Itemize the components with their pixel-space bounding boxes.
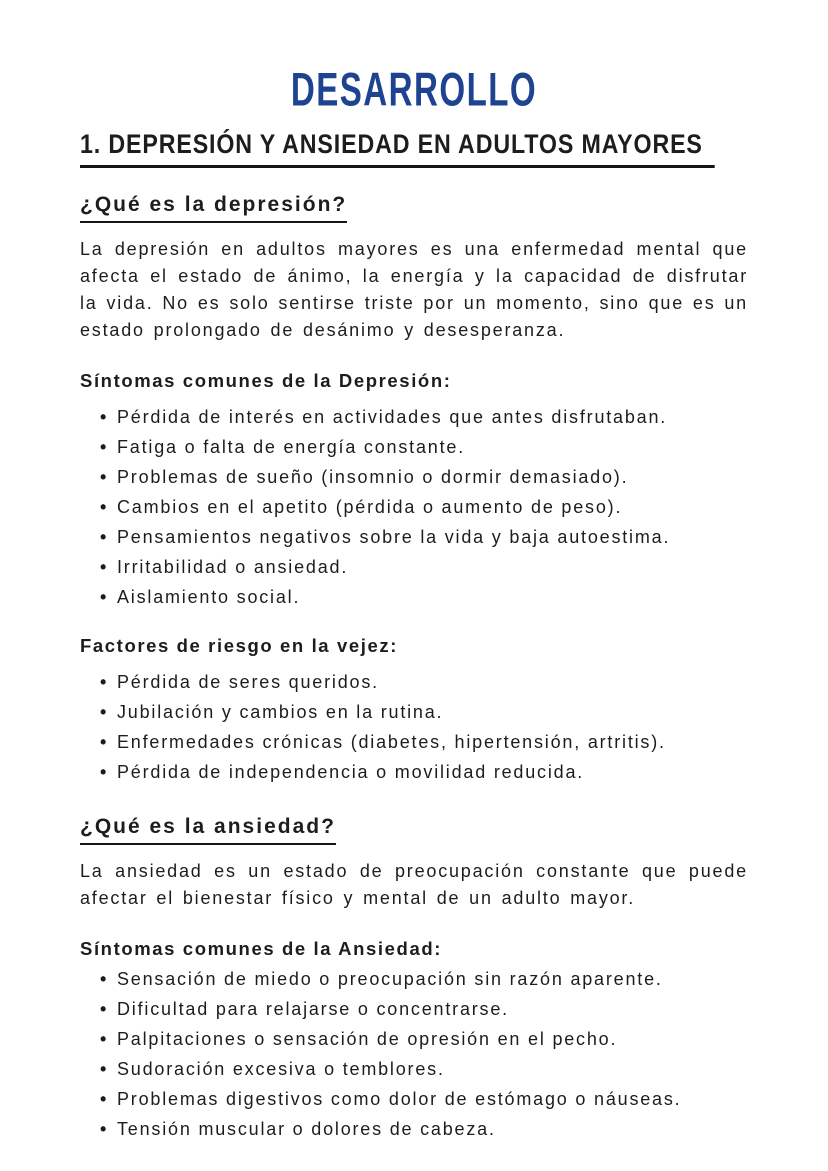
title-container	[80, 64, 748, 115]
anxiety-intro-paragraph: La ansiedad es un estado de preocupación constante que puede afectar el bienestar físico y mental de un adulto mayor.	[80, 861, 748, 909]
anxiety-question-container	[80, 814, 748, 845]
heading-depression-symptoms: Síntomas comunes de la Depresión:	[80, 369, 452, 391]
list-item: • Aislamiento social.	[100, 586, 748, 609]
anxiety-symptoms-list	[80, 968, 748, 1141]
heading-what-is-depression: ¿Qué es la depresión?	[80, 192, 347, 223]
list-item: • Problemas de sueño (insomnio o dormir demasiado).	[100, 466, 748, 489]
depression-question-container	[80, 192, 748, 223]
list-item: • Cambios en el apetito (pérdida o aumento de peso).	[100, 496, 748, 519]
list-item: • Pérdida de interés en actividades que antes disfrutaban.	[100, 406, 748, 429]
list-item: • Sudoración excesiva o temblores.	[100, 1058, 748, 1081]
list-item: • Palpitaciones o sensación de opresión en el pecho.	[100, 1028, 748, 1051]
heading-risk-factors: Factores de riesgo en la vejez:	[80, 634, 398, 656]
heading-anxiety-symptoms: Síntomas comunes de la Ansiedad:	[80, 938, 443, 960]
list-item: • Sensación de miedo o preocupación sin razón aparente.	[100, 968, 748, 991]
list-item: • Enfermedades crónicas (diabetes, hipertensión, artritis).	[100, 731, 748, 754]
main-section-heading: 1. DEPRESIÓN Y ANSIEDAD EN ADULTOS MAYORES	[80, 129, 715, 168]
risk-factors-list	[80, 671, 748, 784]
list-item: • Dificultad para relajarse o concentrarse.	[100, 998, 748, 1021]
list-item: • Fatiga o falta de energía constante.	[100, 436, 748, 459]
depression-symptoms-list	[80, 406, 748, 609]
list-item: • Problemas digestivos como dolor de estómago o náuseas.	[100, 1088, 748, 1111]
list-item: • Jubilación y cambios en la rutina.	[100, 701, 748, 724]
list-item: • Pérdida de independencia o movilidad reducida.	[100, 761, 748, 784]
depression-intro-paragraph: La depresión en adultos mayores es una enfermedad mental que afecta el estado de ánimo, la energía y la capacidad de disfrutar la vida. No es solo sentirse triste por un momento, sino que es un estado prolongado de desánimo y desesperanza.	[80, 238, 748, 340]
list-item: • Pérdida de seres queridos.	[100, 671, 748, 694]
list-item: • Pensamientos negativos sobre la vida y baja autoestima.	[100, 526, 748, 549]
main-heading-container	[80, 129, 748, 168]
page-title: DESARROLLO	[290, 62, 538, 116]
list-item: • Tensión muscular o dolores de cabeza.	[100, 1118, 748, 1141]
list-item: • Irritabilidad o ansiedad.	[100, 556, 748, 579]
heading-what-is-anxiety: ¿Qué es la ansiedad?	[80, 814, 336, 845]
